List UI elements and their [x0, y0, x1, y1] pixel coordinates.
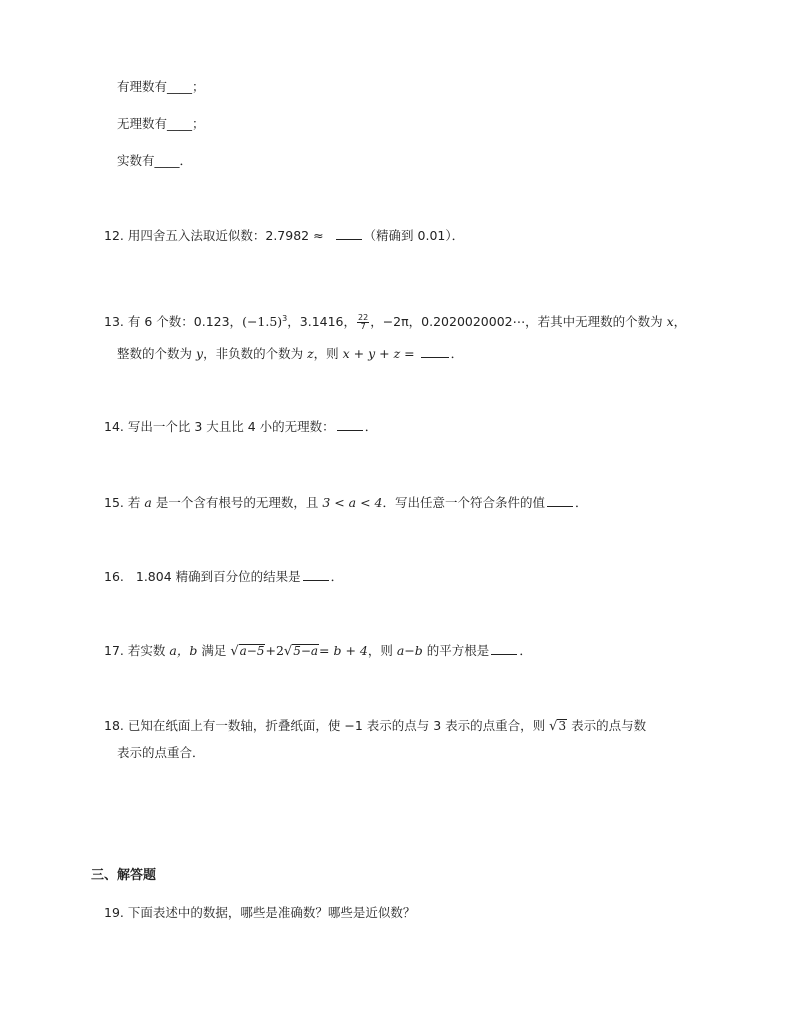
question-text: ，3.1416，	[287, 314, 357, 329]
question-number: 15.	[104, 495, 124, 510]
question-text: 整数的个数为	[117, 346, 193, 361]
radicand: a−5	[239, 644, 265, 658]
question-16	[104, 568, 343, 586]
question-text: ．	[364, 419, 378, 434]
radical-sign-icon: √	[549, 719, 558, 734]
question-14	[104, 418, 377, 436]
question-text: 1.804 精确到百分位的结果是	[135, 569, 301, 584]
question-13	[104, 310, 686, 331]
question-number: 16.	[104, 569, 124, 584]
question-15	[104, 494, 588, 512]
question-text: 表示的点与数	[571, 718, 647, 733]
coefficient: +2	[265, 643, 284, 658]
question-text: 有 6 个数：0.123，	[127, 314, 243, 329]
radical-sign-icon: √	[283, 644, 293, 659]
question-text: 写出一个比 3 大且比 4 小的无理数：	[127, 419, 335, 434]
question-text: ，则	[313, 346, 339, 361]
fraction	[357, 314, 369, 331]
question-text: 若实数	[127, 643, 166, 658]
question-number: 14.	[104, 419, 124, 434]
sqrt-expression	[284, 642, 319, 661]
rational-line: 有理数有____；	[117, 79, 205, 94]
radicand: 3	[558, 719, 567, 733]
sum-expression: x + y + z =	[342, 346, 415, 361]
question-text: ．	[575, 495, 588, 510]
question-number: 18.	[104, 718, 124, 733]
question-text: ．	[450, 346, 464, 361]
section-heading: 三、解答题	[91, 868, 157, 883]
variable-z: z	[307, 346, 314, 361]
variable-a: a	[144, 495, 152, 510]
question-text: 满足	[201, 643, 227, 658]
irrational-line: 无理数有____；	[117, 116, 205, 131]
question-number: 12.	[104, 228, 124, 243]
question-text: ．写出任意一个符合条件的值	[382, 495, 546, 510]
question-text: 是一个含有根号的无理数，且	[155, 495, 319, 510]
question-number: 13.	[104, 314, 124, 329]
question-text: ，则	[367, 643, 393, 658]
variable-y: y	[196, 346, 204, 361]
question-text: 已知在纸面上有一数轴，折叠纸面，使 −1 表示的点与 3 表示的点重合，则	[127, 718, 546, 733]
question-19	[104, 904, 415, 922]
answer-blank	[547, 494, 573, 507]
radical-sign-icon: √	[230, 644, 239, 659]
question-text: 若	[127, 495, 141, 510]
question-12	[104, 227, 464, 245]
question-text: ，非负数的个数为	[203, 346, 304, 361]
question-text: ，	[673, 314, 687, 329]
variables-a-b: a，b	[169, 643, 198, 658]
answer-blank	[303, 568, 329, 581]
radicand: 5−a	[293, 644, 319, 658]
power-exponent: 3	[282, 314, 288, 323]
question-text: ．	[330, 569, 344, 584]
question-18-line-2: 表示的点重合．	[117, 745, 205, 760]
question-13-line-2	[117, 345, 463, 363]
fraction-denominator: 7	[360, 322, 366, 331]
question-text: 用四舍五入法取近似数：2.7982 ≈	[127, 228, 324, 243]
difference-expression: a−b	[396, 643, 423, 658]
question-text: （精确到 0.01）．	[363, 228, 465, 243]
equation-rhs: = b + 4	[319, 643, 368, 658]
inequality: 3 < a < 4	[322, 495, 383, 510]
question-text: 下面表述中的数据，哪些是准确数？哪些是近似数？	[127, 905, 416, 920]
question-17	[104, 642, 532, 661]
question-text: ．	[519, 643, 532, 658]
question-text: ，−2π，0.2020020002⋯，若其中无理数的个数为	[370, 314, 663, 329]
real-line: 实数有____．	[117, 153, 193, 168]
question-number: 19.	[104, 905, 124, 920]
answer-blank	[421, 345, 449, 358]
sqrt-expression	[230, 642, 265, 661]
question-number: 17.	[104, 643, 124, 658]
question-18	[104, 717, 646, 736]
answer-blank	[491, 642, 517, 655]
question-text: 的平方根是	[426, 643, 490, 658]
sqrt-expression	[549, 717, 567, 736]
answer-blank	[337, 418, 363, 431]
answer-blank	[336, 227, 362, 240]
power-base: (−1.5)	[242, 314, 283, 329]
variable-x: x	[666, 314, 674, 329]
fraction-numerator: 22	[358, 313, 369, 322]
